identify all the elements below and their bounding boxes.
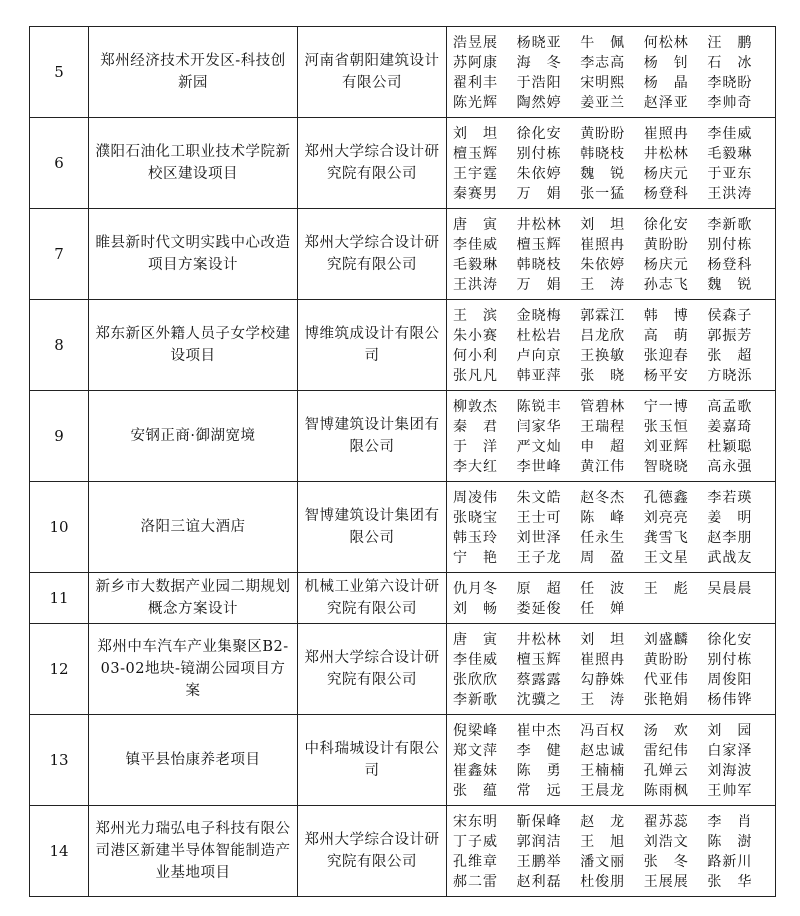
project-name [89, 118, 298, 209]
designer-name: 井松林 [643, 146, 689, 162]
designer-name: 徐化安 [707, 632, 753, 648]
designer-name: 杜俊朋 [580, 874, 626, 890]
designer-name: 高 萌 [643, 328, 689, 344]
designer-name: 郭润洁 [516, 834, 562, 850]
project-name-text: 濮阳石油化工职业技术学院新校区建设项目 [95, 144, 291, 182]
row-number: 9 [30, 391, 89, 482]
designer-name: 高永强 [707, 459, 753, 475]
designer-name: 杨 晶 [643, 75, 689, 91]
designer-name: 黄盼盼 [643, 237, 689, 253]
designer-name: 别付栋 [516, 146, 562, 162]
project-name-text: 洛阳三谊大酒店 [140, 519, 246, 535]
designer-name: 张 晓 [580, 368, 626, 384]
designer-name: 王换敏 [580, 348, 626, 364]
designer-name: 靳保峰 [516, 814, 562, 830]
designer-names [447, 806, 776, 897]
row-number: 7 [30, 209, 89, 300]
designer-name: 宁 艳 [453, 550, 498, 566]
designer-name: 吴晨晨 [707, 581, 753, 597]
designer-name: 杨平安 [643, 368, 689, 384]
designer-name: 龚雪飞 [643, 530, 689, 546]
table-row [30, 300, 776, 391]
design-org [298, 118, 447, 209]
designer-name: 杨登科 [643, 186, 689, 202]
designer-name: 柳敦杰 [453, 399, 498, 415]
designer-name: 郭振芳 [707, 328, 753, 344]
designer-name: 魏 锐 [580, 166, 626, 182]
designer-name: 赵 龙 [580, 814, 626, 830]
designer-name: 王展展 [643, 874, 689, 890]
project-name-text: 郑东新区外籍人员子女学校建设项目 [95, 326, 291, 364]
designer-name: 任 婵 [580, 601, 626, 617]
designer-name: 孙志飞 [643, 277, 689, 293]
designer-name: 管碧林 [580, 399, 626, 415]
designer-name: 崔照冉 [580, 237, 626, 253]
designer-name: 卢向京 [516, 348, 562, 364]
designer-name: 黄盼盼 [643, 652, 689, 668]
row-number: 11 [30, 573, 89, 624]
designer-name: 檀玉辉 [516, 237, 562, 253]
table-row [30, 209, 776, 300]
designer-name: 徐化安 [516, 126, 562, 142]
design-org [298, 573, 447, 624]
designer-name: 汪 鹏 [707, 35, 753, 51]
designer-name: 王士可 [516, 510, 562, 526]
designer-name: 于亚东 [707, 166, 753, 182]
designer-name: 郑文萍 [453, 743, 498, 759]
designer-name: 张 超 [707, 348, 753, 364]
designer-name: 雷纪伟 [643, 743, 689, 759]
designer-name: 井松林 [516, 217, 562, 233]
designer-name: 朱依婷 [516, 166, 562, 182]
designer-name: 檀玉辉 [516, 652, 562, 668]
design-org-text: 中科瑞城设计有限公司 [304, 741, 440, 779]
row-number: 5 [30, 27, 89, 118]
designer-name: 白家泽 [707, 743, 753, 759]
designer-name: 丁子威 [453, 834, 498, 850]
designer-name: 何松林 [643, 35, 689, 51]
designer-name: 孔维章 [453, 854, 498, 870]
designer-name: 原 超 [516, 581, 562, 597]
design-org-text: 智博建筑设计集团有限公司 [304, 417, 440, 455]
designer-name: 张欣欣 [453, 672, 498, 688]
project-name [89, 624, 298, 715]
designer-name: 沈骥之 [516, 692, 562, 708]
design-org [298, 624, 447, 715]
designer-name: 姜亚兰 [580, 95, 626, 111]
designer-name: 王 滨 [453, 308, 498, 324]
table-row [30, 118, 776, 209]
designer-name: 刘海波 [707, 763, 753, 779]
project-name-text: 安钢正商·御湖宽境 [130, 428, 256, 444]
designer-name: 李新歌 [453, 692, 498, 708]
designer-name: 刘盛麟 [643, 632, 689, 648]
designer-name: 陶然婷 [516, 95, 562, 111]
designer-name: 杨 钊 [643, 55, 689, 71]
project-name [89, 27, 298, 118]
designer-name: 汤 欢 [643, 723, 689, 739]
designer-name: 陈锐丰 [516, 399, 562, 415]
designer-name: 韩玉玲 [453, 530, 498, 546]
designer-name: 杜松岩 [516, 328, 562, 344]
table-row [30, 391, 776, 482]
design-org-text: 郑州大学综合设计研究院有限公司 [304, 650, 440, 688]
names-grid [453, 488, 771, 568]
designer-name: 姜嘉琦 [707, 419, 753, 435]
designer-name: 周 盈 [580, 550, 626, 566]
project-name [89, 300, 298, 391]
designer-name: 何小利 [453, 348, 498, 364]
design-org-text: 郑州大学综合设计研究院有限公司 [304, 144, 440, 182]
designer-name: 李世峰 [516, 459, 562, 475]
designer-name: 别付栋 [707, 237, 753, 253]
project-name-text: 睢县新时代文明实践中心改造项目方案设计 [95, 235, 291, 273]
designer-name: 于浩阳 [516, 75, 562, 91]
design-org-text: 机械工业第六设计研究院有限公司 [304, 579, 440, 617]
row-number: 6 [30, 118, 89, 209]
designer-name: 苏阿康 [453, 55, 498, 71]
table-row [30, 482, 776, 573]
designer-name: 任永生 [580, 530, 626, 546]
designer-name: 王文星 [643, 550, 689, 566]
designer-name: 翟苏蕊 [643, 814, 689, 830]
designer-name: 李若瑛 [707, 490, 753, 506]
designer-name: 潘文丽 [580, 854, 626, 870]
designer-name: 檀玉辉 [453, 146, 498, 162]
designer-name: 杨庆元 [643, 257, 689, 273]
designer-name: 杨登科 [707, 257, 753, 273]
designer-name: 冯百权 [580, 723, 626, 739]
designer-name: 海 冬 [516, 55, 562, 71]
designer-name: 李 健 [516, 743, 562, 759]
designer-name: 陈 勇 [516, 763, 562, 779]
designer-name: 李帅奇 [707, 95, 753, 111]
designer-name: 翟利丰 [453, 75, 498, 91]
designer-name: 崔中杰 [516, 723, 562, 739]
design-org [298, 715, 447, 806]
designer-name: 张迎春 [643, 348, 689, 364]
designer-name: 武战友 [707, 550, 753, 566]
design-org [298, 300, 447, 391]
designer-name: 王 涛 [580, 277, 626, 293]
designer-name: 王 彪 [643, 581, 689, 597]
designer-name: 赵冬杰 [580, 490, 626, 506]
designer-name: 吕龙欣 [580, 328, 626, 344]
designer-name: 陈 澍 [707, 834, 753, 850]
designer-name: 宋东明 [453, 814, 498, 830]
designer-name: 智晓晓 [643, 459, 689, 475]
designer-name: 王宇霆 [453, 166, 498, 182]
designer-name: 任 波 [580, 581, 626, 597]
project-name [89, 715, 298, 806]
designer-name: 万 娟 [516, 277, 562, 293]
designer-name: 周俊阳 [707, 672, 753, 688]
designer-names [447, 715, 776, 806]
designer-name: 黄盼盼 [580, 126, 626, 142]
design-org [298, 209, 447, 300]
designer-name: 张 蕴 [453, 783, 498, 799]
designer-name: 赵李朋 [707, 530, 753, 546]
designer-name: 朱小赛 [453, 328, 498, 344]
designer-name: 姜 明 [707, 510, 753, 526]
designer-name: 崔照冉 [580, 652, 626, 668]
row-number: 14 [30, 806, 89, 897]
design-org-text: 智博建筑设计集团有限公司 [304, 508, 440, 546]
table-row [30, 806, 776, 897]
names-grid [453, 306, 771, 386]
designer-name: 杨伟铧 [707, 692, 753, 708]
designer-name: 路新川 [707, 854, 753, 870]
designer-name: 王洪涛 [453, 277, 498, 293]
designer-name: 秦 君 [453, 419, 498, 435]
designer-name: 王 涛 [580, 692, 626, 708]
names-grid [453, 215, 771, 295]
designer-name: 陈雨枫 [643, 783, 689, 799]
designer-name: 申 超 [580, 439, 626, 455]
designer-name: 唐 寅 [453, 217, 498, 233]
designer-name: 李大红 [453, 459, 498, 475]
project-name-text: 新乡市大数据产业园二期规划概念方案设计 [95, 579, 291, 617]
project-name-text: 镇平县怡康养老项目 [125, 752, 261, 768]
designer-name: 杨晓亚 [516, 35, 562, 51]
designer-name: 方晓泺 [707, 368, 753, 384]
designer-name: 陈光辉 [453, 95, 498, 111]
names-grid [453, 812, 771, 892]
designer-name: 张一猛 [580, 186, 626, 202]
designer-name: 李佳威 [453, 652, 498, 668]
designer-name: 秦赛男 [453, 186, 498, 202]
designer-name: 唐 寅 [453, 632, 498, 648]
designer-name: 张晓宝 [453, 510, 498, 526]
table-row [30, 573, 776, 624]
award-table-body [30, 27, 776, 897]
designer-name: 于 洋 [453, 439, 498, 455]
row-number: 10 [30, 482, 89, 573]
designer-name: 黄江伟 [580, 459, 626, 475]
designer-names [447, 573, 776, 624]
designer-name: 刘浩文 [643, 834, 689, 850]
names-grid [453, 33, 771, 113]
designer-name: 浩昱展 [453, 35, 498, 51]
designer-name: 陈 峰 [580, 510, 626, 526]
designer-name: 高孟歌 [707, 399, 753, 415]
names-grid [453, 721, 771, 801]
table-row [30, 27, 776, 118]
designer-name: 侯森子 [707, 308, 753, 324]
design-org [298, 806, 447, 897]
project-name-text: 郑州光力瑞弘电子科技有限公司港区新建半导体智能制造产业基地项目 [95, 821, 291, 881]
designer-name: 刘 畅 [453, 601, 498, 617]
designer-name: 李志高 [580, 55, 626, 71]
designer-name: 王晨龙 [580, 783, 626, 799]
designer-name: 韩晓枝 [516, 257, 562, 273]
project-name-text: 郑州中车汽车产业集聚区B2-03-02地块-镜湖公园项目方案 [97, 639, 289, 699]
designer-name: 严文灿 [516, 439, 562, 455]
designer-names [447, 27, 776, 118]
designer-name: 赵忠诚 [580, 743, 626, 759]
designer-name: 张凡凡 [453, 368, 498, 384]
project-name [89, 209, 298, 300]
designer-name: 刘 坦 [580, 632, 626, 648]
designer-name: 牛 佩 [580, 35, 626, 51]
designer-name: 勾静姝 [580, 672, 626, 688]
design-org-text: 河南省朝阳建筑设计有限公司 [304, 53, 440, 91]
designer-name: 刘亚辉 [643, 439, 689, 455]
designer-name: 刘亮亮 [643, 510, 689, 526]
table-row [30, 624, 776, 715]
designer-name: 赵利磊 [516, 874, 562, 890]
designer-name: 李佳威 [453, 237, 498, 253]
project-name [89, 482, 298, 573]
designer-name: 郭霖江 [580, 308, 626, 324]
design-org-text: 郑州大学综合设计研究院有限公司 [304, 832, 440, 870]
names-grid [453, 397, 771, 477]
designer-name: 倪梁峰 [453, 723, 498, 739]
designer-names [447, 391, 776, 482]
designer-name: 韩 博 [643, 308, 689, 324]
designer-names [447, 300, 776, 391]
designer-name: 王楠楠 [580, 763, 626, 779]
designer-name: 宋明熙 [580, 75, 626, 91]
designer-name: 闫家华 [516, 419, 562, 435]
row-number: 12 [30, 624, 89, 715]
designer-name: 韩晓枝 [580, 146, 626, 162]
designer-names [447, 118, 776, 209]
design-org-text: 博维筑成设计有限公司 [304, 326, 440, 364]
project-name [89, 573, 298, 624]
table-row [30, 715, 776, 806]
names-grid [453, 630, 771, 710]
designer-name: 常 远 [516, 783, 562, 799]
designer-name: 孔德鑫 [643, 490, 689, 506]
designer-name: 李 肖 [707, 814, 753, 830]
design-org-text: 郑州大学综合设计研究院有限公司 [304, 235, 440, 273]
designer-name: 王洪涛 [707, 186, 753, 202]
designer-name: 毛毅琳 [453, 257, 498, 273]
designer-name: 朱文皓 [516, 490, 562, 506]
designer-name: 仇月冬 [453, 581, 498, 597]
designer-name: 徐化安 [643, 217, 689, 233]
designer-names [447, 209, 776, 300]
designer-name: 朱依婷 [580, 257, 626, 273]
designer-name: 张玉恒 [643, 419, 689, 435]
designer-name: 周凌伟 [453, 490, 498, 506]
designer-name: 王瑞程 [580, 419, 626, 435]
project-name [89, 806, 298, 897]
design-org [298, 391, 447, 482]
designer-name: 韩亚萍 [516, 368, 562, 384]
designer-name: 别付栋 [707, 652, 753, 668]
designer-name: 刘世泽 [516, 530, 562, 546]
designer-names [447, 482, 776, 573]
designer-name: 张艳娟 [643, 692, 689, 708]
designer-name: 王子龙 [516, 550, 562, 566]
names-grid [453, 579, 771, 619]
names-grid [453, 124, 771, 204]
designer-name: 孔婵云 [643, 763, 689, 779]
designer-name: 蔡露露 [516, 672, 562, 688]
designer-name: 王 旭 [580, 834, 626, 850]
designer-name: 宁一博 [643, 399, 689, 415]
designer-names [447, 624, 776, 715]
designer-name: 石 冰 [707, 55, 753, 71]
designer-name: 刘 坦 [580, 217, 626, 233]
designer-name: 刘 坦 [453, 126, 498, 142]
designer-name: 王鹏举 [516, 854, 562, 870]
designer-name: 刘 园 [707, 723, 753, 739]
designer-name: 井松林 [516, 632, 562, 648]
designer-name: 李佳威 [707, 126, 753, 142]
design-org [298, 482, 447, 573]
designer-name: 杨庆元 [643, 166, 689, 182]
designer-name: 代亚伟 [643, 672, 689, 688]
designer-name: 魏 锐 [707, 277, 753, 293]
designer-name: 李晓盼 [707, 75, 753, 91]
designer-name: 毛毅琳 [707, 146, 753, 162]
project-name-text: 郑州经济技术开发区-科技创新园 [100, 53, 286, 91]
designer-name: 张 华 [707, 874, 753, 890]
designer-name: 崔鑫妹 [453, 763, 498, 779]
designer-name: 金晓梅 [516, 308, 562, 324]
designer-name: 李新歌 [707, 217, 753, 233]
design-org [298, 27, 447, 118]
designer-name: 郝二雷 [453, 874, 498, 890]
designer-name: 王帅军 [707, 783, 753, 799]
designer-name: 杜颖聪 [707, 439, 753, 455]
project-name [89, 391, 298, 482]
row-number: 13 [30, 715, 89, 806]
designer-name: 崔照冉 [643, 126, 689, 142]
designer-name: 万 娟 [516, 186, 562, 202]
designer-name: 张 冬 [643, 854, 689, 870]
designer-name: 娄延俊 [516, 601, 562, 617]
award-table [29, 26, 776, 897]
row-number: 8 [30, 300, 89, 391]
designer-name: 赵泽亚 [643, 95, 689, 111]
